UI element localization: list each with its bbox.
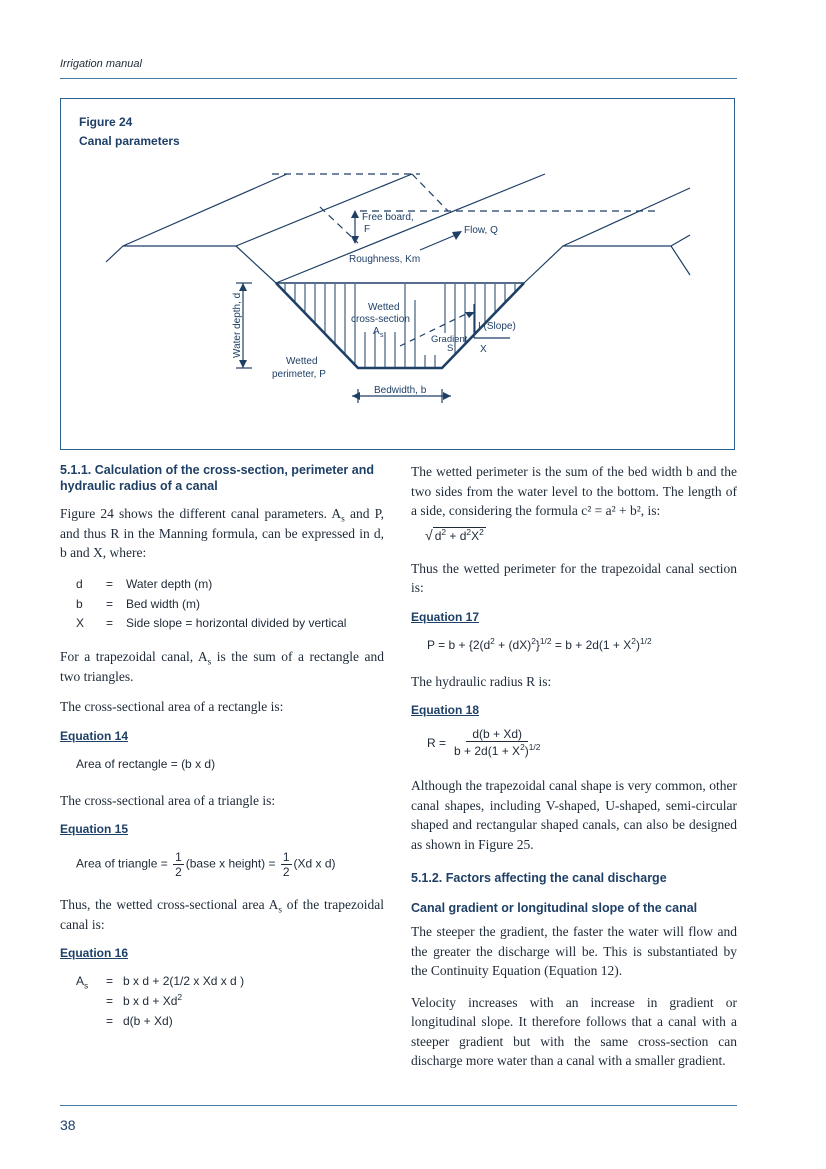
page-number: 38 (60, 1117, 76, 1133)
right-paragraph-4: Although the trapezoidal canal shape is very common, other canal shapes, including V-shaped, U-shaped, semi-circular shaped and rectangular shaped canals, can also be designed as shown in Figure 25. (411, 778, 737, 852)
left-paragraph-3: The cross-sectional area of a rectangle is: (60, 699, 284, 714)
left-paragraph-4: The cross-sectional area of a triangle is: (60, 792, 276, 808)
label-wetted: Wetted (368, 302, 400, 313)
label-x: X (480, 344, 487, 355)
left-column (60, 462, 384, 1034)
equation-15: Area of triangle = $\frac{1}{2}$ (base x height) = $\frac{1}{2}$ (Xd x d) (76, 850, 336, 879)
right-paragraph-3: The hydraulic radius R is: (411, 673, 552, 689)
sqrt-expression: √ $d^2 + d^2X^2$ (425, 526, 484, 543)
figure-number: Figure 24 (79, 115, 133, 129)
label-flow: Flow, Q (464, 225, 498, 236)
label-gradient-s: S (447, 343, 454, 354)
footer-rule (60, 1105, 737, 1106)
equation-15-label: Equation 15 (60, 822, 129, 836)
label-roughness: Roughness, Km (349, 254, 421, 265)
equation-14: Area of rectangle = (b x d) (76, 756, 216, 771)
canal-diagram (0, 0, 826, 460)
label-gradient: Gradient (431, 334, 468, 345)
figure-title: Canal parameters (79, 134, 180, 148)
running-header: Irrigation manual (60, 58, 142, 70)
label-bedwidth: Bedwidth, b (374, 385, 427, 396)
label-as-sub: s (380, 332, 384, 339)
subheading-canal-gradient: Canal gradient or longitudinal slope of the canal (411, 901, 698, 915)
label-water-depth: Water depth, d (232, 292, 243, 358)
label-as: A (373, 326, 380, 337)
equation-14-label: Equation 14 (60, 728, 129, 743)
right-column (411, 462, 737, 1083)
equation-17-label: Equation 17 (411, 609, 480, 624)
label-free-board: Free board, (362, 212, 414, 223)
label-perimeter-1: Wetted (286, 356, 318, 367)
definition-row: b = Bed width (m) (76, 596, 201, 611)
definition-row: X = Side slope = horizontal divided by vertical (76, 616, 347, 631)
right-paragraph-2: Thus the wetted perimeter for the trapezoidal canal section is: (411, 560, 737, 595)
left-paragraph-1: Figure 24 shows the different canal parameters. $A_s$ and P, and thus R in the Manning formula, can be expressed in d, b and X, where: (60, 506, 384, 560)
right-paragraph-1: The wetted perimeter is the sum of the bed width b and the two sides from the water level to the bottom. The length of a side, considering the formula c² = a² + b², is: (411, 464, 737, 518)
label-cross-section: cross-section (351, 314, 410, 325)
section-heading-511: 5.1.1. Calculation of the cross-section, perimeter and hydraulic radius of a canal (60, 463, 374, 493)
equation-16: $A_s$ = b x d + 2(1/2 x Xd x d ) = b x $d + Xd^2$ = d(b + Xd) (76, 974, 245, 1028)
left-paragraph-2: For a trapezoidal canal, $A_s$ is the sum of a rectangle and two triangles. (60, 649, 384, 684)
label-slope: I (Slope) (478, 321, 516, 332)
right-paragraph-5: The steeper the gradient, the faster the water will flow and the greater the discharge will be. This is substantiated by the Continuity Equation (Equation 12). (411, 924, 737, 978)
section-heading-512: 5.1.2. Factors affecting the canal discharge (411, 871, 667, 885)
equation-18: R = $\frac{d(b + Xd)}{b + 2d(1 + X^2)^{1/2}}$ (427, 727, 541, 758)
definitions-list (60, 575, 384, 634)
equation-18-label: Equation 18 (411, 703, 480, 717)
label-f: F (364, 224, 371, 235)
left-paragraph-5: Thus, the wetted cross-sectional area $A_s$ of the trapezoidal canal is: (60, 897, 384, 932)
equation-17: $P = b + \{2(d^2 + (dX)^2\}^{1/2} = b + 2d(1 + X^2)^{1/2}$ (427, 635, 652, 652)
right-paragraph-6: Velocity increases with an increase in gradient or longitudinal slope. It therefore follows that a canal with a steeper gradient but with the same cross-section can discharge more water than a canal with a smaller gradient. (411, 994, 737, 1068)
definition-row: d = Water depth (m) (76, 577, 213, 592)
equation-16-label: Equation 16 (60, 946, 129, 960)
label-perimeter-2: perimeter, P (272, 369, 326, 380)
